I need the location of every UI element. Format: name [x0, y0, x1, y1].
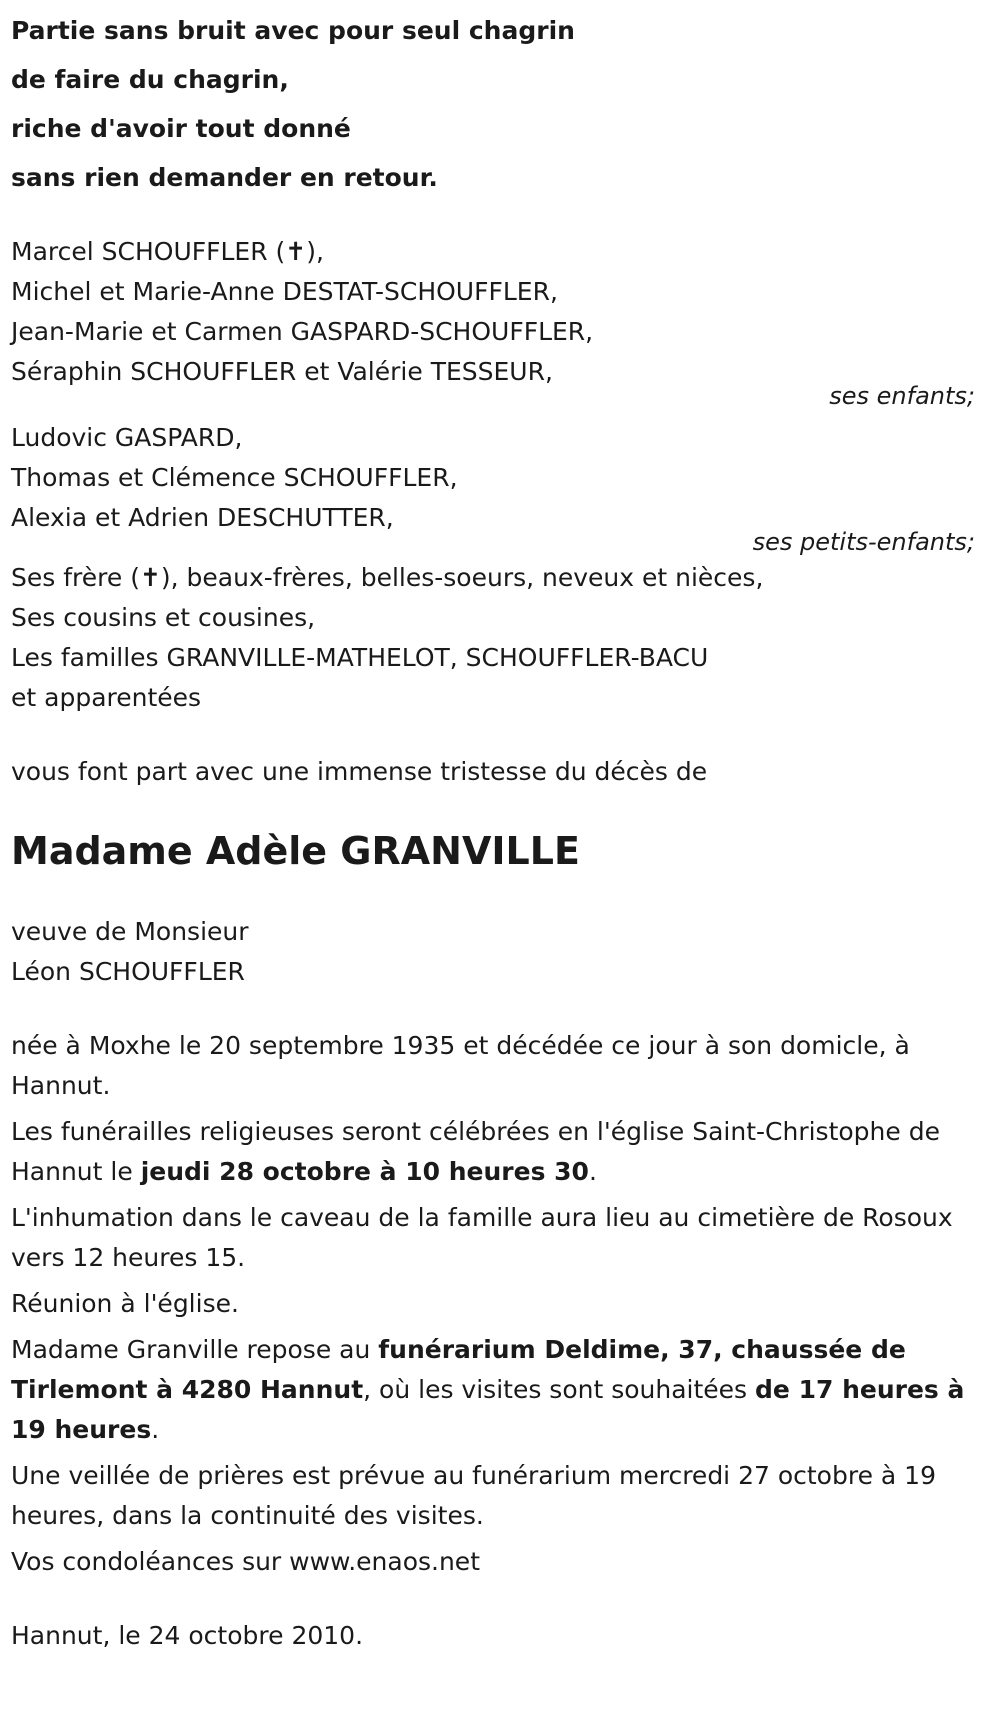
- vigil-info: Une veillée de prières est prévue au funérarium mercredi 27 octobre à 19 heures, dans la continuité des visites.: [11, 1461, 936, 1530]
- widow-line: veuve de Monsieur: [11, 917, 249, 946]
- widow-of: [11, 912, 989, 992]
- funeral-info: [11, 1112, 989, 1192]
- visiting-hours: de 17 heures à 19 heures: [11, 1375, 965, 1444]
- poem-line: riche d'avoir tout donné: [11, 114, 351, 143]
- family-line: Ses cousins et cousines,: [11, 603, 316, 632]
- poem-line: sans rien demander en retour.: [11, 163, 438, 192]
- children-role: ses enfants;: [829, 382, 975, 410]
- condolences-info: Vos condoléances sur www.enaos.net: [11, 1547, 480, 1576]
- funerarium-address: funérarium Deldime, 37, chaussée de Tirlemont à 4280 Hannut: [11, 1335, 906, 1404]
- grandchild-name: Ludovic GASPARD,: [11, 423, 243, 452]
- child-name: Marcel SCHOUFFLER (✝),: [11, 237, 324, 266]
- grandchildren-list: [11, 418, 989, 538]
- birth-death-info: née à Moxhe le 20 septembre 1935 et décédée ce jour à son domicle, à Hannut.: [11, 1031, 910, 1100]
- family-list: [11, 558, 989, 718]
- meeting-info: Réunion à l'église.: [11, 1289, 239, 1318]
- family-line: et apparentées: [11, 683, 202, 712]
- burial-info: L'inhumation dans le caveau de la famille aura lieu au cimetière de Rosoux vers 12 heures 15.: [11, 1203, 953, 1272]
- funeral-text: Les funérailles religieuses seront célébrées en l'église Saint-Christophe de Hannut le: [11, 1117, 940, 1186]
- rest-text: Madame Granville repose au: [11, 1335, 379, 1364]
- funeral-datetime: jeudi 28 octobre à 10 heures 30: [140, 1157, 589, 1186]
- children-list: [11, 232, 989, 392]
- widow-line: Léon SCHOUFFLER: [11, 957, 245, 986]
- announcement: vous font part avec une immense tristesse du décès de: [11, 757, 708, 786]
- place-date: Hannut, le 24 octobre 2010.: [11, 1621, 364, 1650]
- rest-mid: , où les visites sont souhaitées: [363, 1375, 756, 1404]
- rest-info: [11, 1330, 989, 1450]
- grandchild-name: Thomas et Clémence SCHOUFFLER,: [11, 463, 458, 492]
- deceased-name: Madame Adèle GRANVILLE: [11, 829, 580, 873]
- poem-line: de faire du chagrin,: [11, 65, 289, 94]
- grandchild-name: Alexia et Adrien DESCHUTTER,: [11, 503, 394, 532]
- family-line: Ses frère (✝), beaux-frères, belles-soeurs, neveux et nièces,: [11, 563, 764, 592]
- poem: [11, 0, 989, 202]
- child-name: Jean-Marie et Carmen GASPARD-SCHOUFFLER,: [11, 317, 594, 346]
- child-name: Séraphin SCHOUFFLER et Valérie TESSEUR,: [11, 357, 553, 386]
- family-line: Les familles GRANVILLE-MATHELOT, SCHOUFFLER-BACU: [11, 643, 709, 672]
- rest-end: .: [151, 1415, 160, 1444]
- child-name: Michel et Marie-Anne DESTAT-SCHOUFFLER,: [11, 277, 558, 306]
- funeral-end: .: [588, 1157, 597, 1186]
- poem-line: Partie sans bruit avec pour seul chagrin: [11, 16, 575, 45]
- grandchildren-role: ses petits-enfants;: [752, 528, 975, 556]
